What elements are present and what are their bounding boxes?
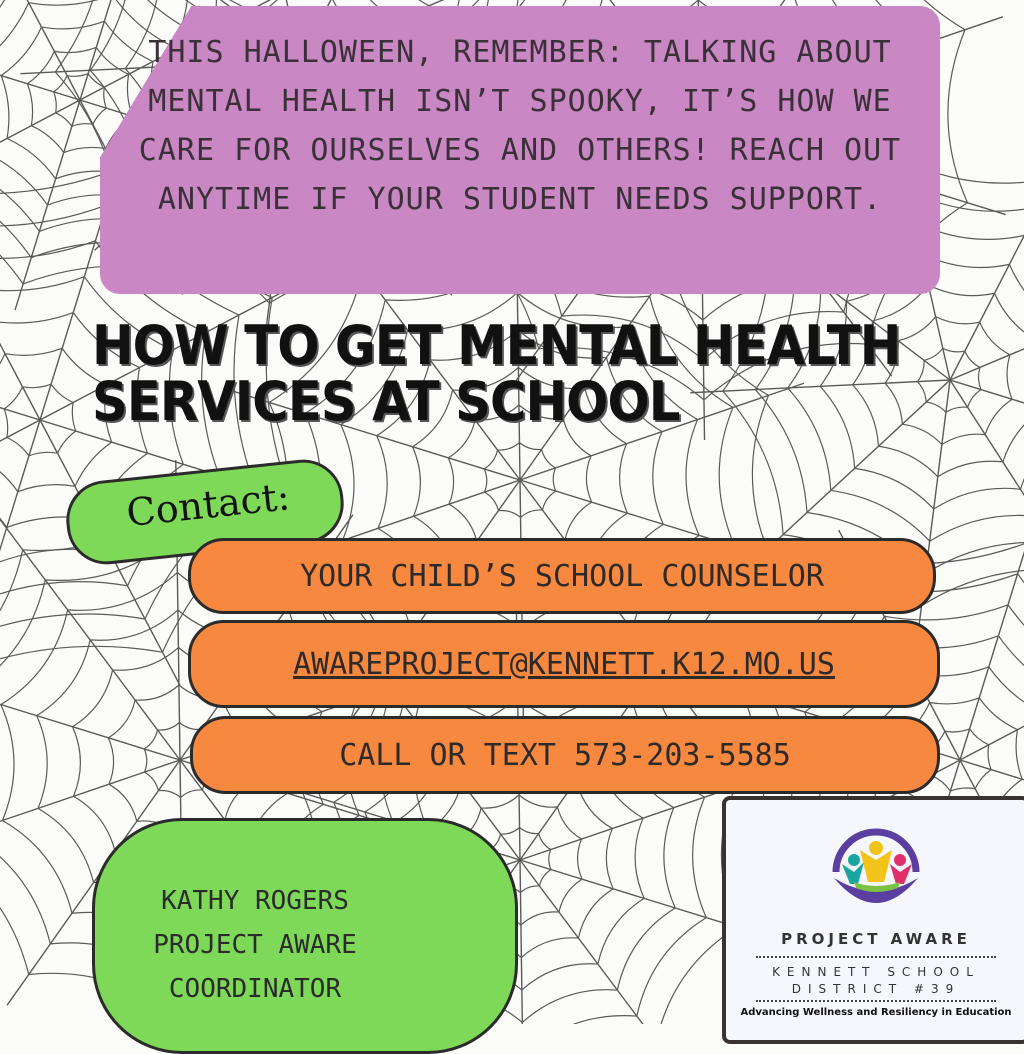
halloween-intro-message: THIS HALLOWEEN, REMEMBER: TALKING ABOUT MENTAL HEALTH ISN’T SPOOKY, IT’S HOW WE CARE FOR OURSELVES AND OTHERS! REACH OUT ANYTIME IF YOUR STUDENT NEEDS SUPPORT. xyxy=(138,35,902,217)
headline-line-2: SERVICES AT SCHOOL xyxy=(92,370,680,433)
phone-text: CALL OR TEXT 573-203-5585 xyxy=(339,737,791,773)
email-link[interactable]: AWAREPROJECT@KENNETT.K12.MO.US xyxy=(293,646,835,682)
web-strand xyxy=(0,0,80,100)
page-headline xyxy=(92,314,920,433)
logo-divider-bottom xyxy=(756,1000,996,1002)
coordinator-info xyxy=(95,879,415,1011)
web-strand xyxy=(950,380,1024,457)
logo-tagline: Advancing Wellness and Resiliency in Education xyxy=(740,1007,1012,1018)
coordinator-name: KATHY ROGERS xyxy=(161,886,349,916)
web-strand xyxy=(960,512,1024,760)
logo-title: PROJECT AWARE xyxy=(781,930,971,948)
logo-divider-top xyxy=(756,956,996,958)
coordinator-box xyxy=(92,818,518,1054)
web-strand xyxy=(0,331,40,420)
logo-district xyxy=(726,964,1024,998)
counselor-pill xyxy=(188,538,936,614)
web-strand xyxy=(520,860,524,1024)
phone-pill xyxy=(190,716,940,794)
coordinator-title-1: PROJECT AWARE xyxy=(153,930,357,960)
coordinator-title-2: COORDINATOR xyxy=(168,974,342,1004)
project-aware-logo-card xyxy=(722,796,1024,1044)
headline-line-1: HOW TO GET MENTAL HEALTH xyxy=(92,314,901,377)
logo-district-line-1: KENNETT SCHOOL xyxy=(772,965,980,979)
project-aware-logo-icon xyxy=(824,820,928,920)
email-pill xyxy=(188,620,940,708)
logo-district-line-2: DISTRICT #39 xyxy=(791,982,961,996)
contact-label: Contact: xyxy=(124,474,292,536)
counselor-text: YOUR CHILD’S SCHOOL COUNSELOR xyxy=(300,558,824,594)
scribble-stroke xyxy=(940,8,960,290)
